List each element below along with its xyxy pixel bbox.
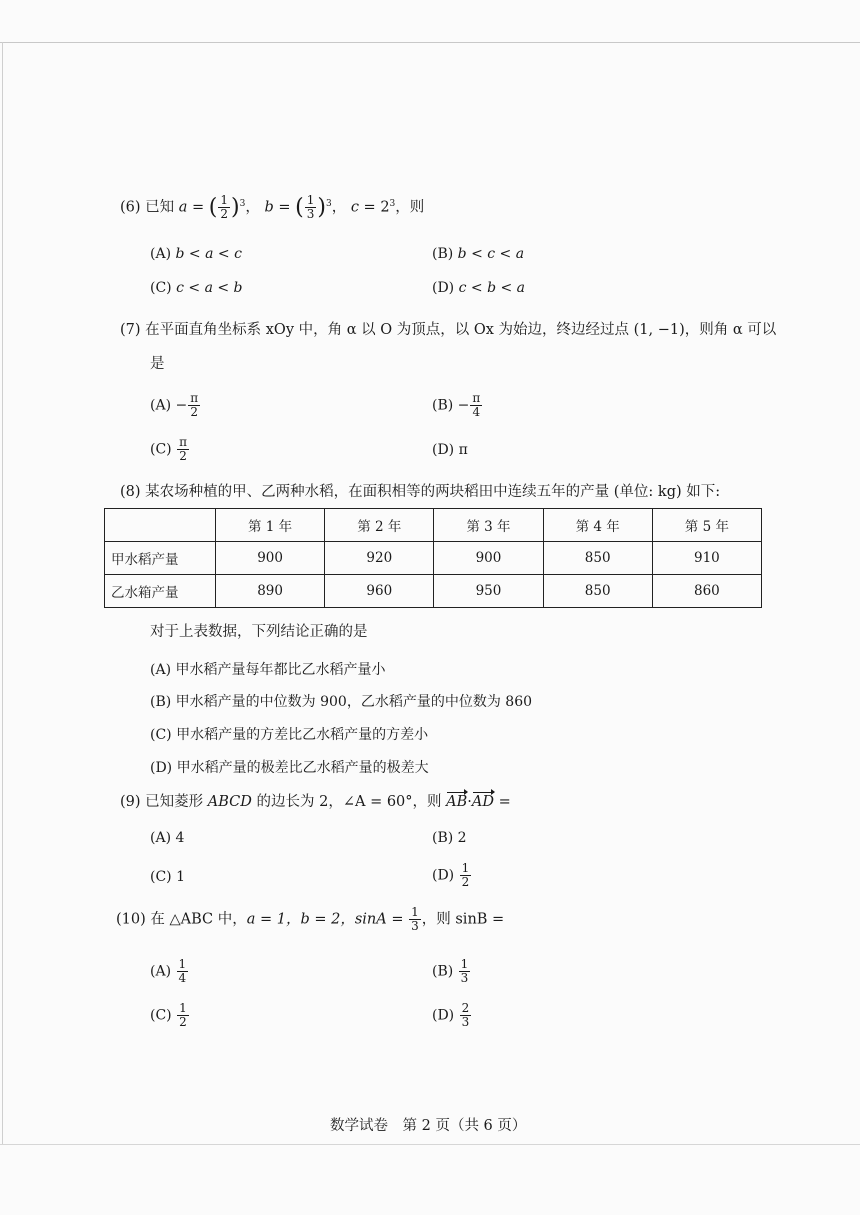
q7-option-a[interactable]: (A) − $\frac{\pi}{2}$: [150, 391, 199, 420]
q6-suffix: ，则: [395, 199, 425, 216]
yield-table: [104, 508, 762, 608]
q6-option-c[interactable]: (C) c < a < b: [150, 280, 243, 296]
table-cell: 960: [325, 575, 434, 608]
table-header-cell: 第 2 年: [325, 509, 434, 542]
q10-option-a[interactable]: (A) $\frac{1}{4}$: [150, 957, 187, 986]
table-header-cell: 第 3 年: [434, 509, 543, 542]
q6-c-base: 2: [380, 199, 390, 216]
q9-option-a[interactable]: (A) 4: [150, 830, 185, 846]
q6-c-exponent: 3: [389, 198, 396, 209]
q6-b-exponent: 3: [325, 198, 332, 209]
table-cell: 910: [652, 542, 761, 575]
q6-stem: (6) 已知 a = ( $\frac{1}{2}$ )$^3$， b = ( $\frac{1}{3}$ )$^3$， $c = 2^3$，则: [120, 193, 425, 222]
table-row: [105, 542, 762, 575]
q8-question: 对于上表数据，下列结论正确的是: [150, 624, 368, 640]
q6-a-var: a: [178, 199, 188, 216]
table-row-label: 乙水箱产量: [105, 575, 216, 608]
q9-stem: (9) 已知菱形 ABCD 的边长为 2，∠A = 60°，则 AB·AD =: [120, 794, 511, 810]
q8-option-a[interactable]: (A) 甲水稻产量每年都比乙水稻产量小: [150, 662, 386, 678]
table-header-row: [105, 509, 762, 542]
q6-option-b[interactable]: (B) b < c < a: [432, 246, 525, 262]
q6-c-var: c: [350, 199, 359, 216]
q9-option-b[interactable]: (B) 2: [432, 830, 467, 846]
table-header-cell: 第 5 年: [652, 509, 761, 542]
table-cell: 850: [543, 575, 652, 608]
vector-ad: AD: [471, 794, 494, 810]
q7-option-b[interactable]: (B) − $\frac{\pi}{4}$: [432, 391, 481, 420]
q7-stem-line2: 是: [150, 356, 165, 372]
page-footer: 数学试卷 第 2 页（共 6 页）: [330, 1118, 527, 1134]
table-cell: 860: [652, 575, 761, 608]
table-header-cell: 第 1 年: [216, 509, 325, 542]
table-cell: 850: [543, 542, 652, 575]
table-cell: 900: [434, 542, 543, 575]
table-cell: 950: [434, 575, 543, 608]
table-corner-cell: [105, 509, 216, 542]
q8-option-b[interactable]: (B) 甲水稻产量的中位数为 900，乙水稻产量的中位数为 860: [150, 694, 533, 710]
q10-stem: (10) 在 △ABC 中，a = 1，b = 2，sinA = $\frac{1}{3}$ ，则 sinB =: [116, 905, 505, 934]
q8-option-c[interactable]: (C) 甲水稻产量的方差比乙水稻产量的方差小: [150, 727, 429, 743]
page-left-edge: [2, 42, 3, 1144]
q8-option-d[interactable]: (D) 甲水稻产量的极差比乙水稻产量的极差大: [150, 760, 429, 776]
q10-option-b[interactable]: (B) $\frac{1}{3}$: [432, 957, 469, 986]
q6-option-d[interactable]: (D) c < b < a: [432, 280, 526, 296]
q6-b-var: b: [264, 199, 274, 216]
table-cell: 900: [216, 542, 325, 575]
page-bottom-edge: [0, 1144, 860, 1145]
q6-b-fraction: $\frac{1}{3}$: [306, 193, 315, 222]
q9-option-c[interactable]: (C) 1: [150, 869, 186, 885]
q6-option-a[interactable]: (A) b < a < c: [150, 246, 242, 262]
q6-a-exponent: 3: [239, 198, 246, 209]
q9-option-d[interactable]: (D) $\frac{1}{2}$: [432, 861, 470, 890]
q6-a-fraction: $\frac{1}{2}$: [220, 193, 229, 222]
vector-ab: AB: [446, 794, 468, 810]
page-top-edge: [0, 42, 860, 43]
q10-option-d[interactable]: (D) $\frac{2}{3}$: [432, 1001, 470, 1030]
table-row: [105, 575, 762, 608]
q10-fraction: $\frac{1}{3}$: [411, 905, 419, 934]
q7-stem-line1: (7) 在平面直角坐标系 xOy 中，角 α 以 O 为顶点，以 Ox 为始边，终边经过点 (1, −1)，则角 α 可以: [120, 322, 777, 338]
q7-option-d[interactable]: (D) π: [432, 442, 468, 458]
q10-option-c[interactable]: (C) $\frac{1}{2}$: [150, 1001, 187, 1030]
q7-option-c[interactable]: (C) $\frac{\pi}{2}$: [150, 435, 187, 464]
table-cell: 890: [216, 575, 325, 608]
table-cell: 920: [325, 542, 434, 575]
table-header-cell: 第 4 年: [543, 509, 652, 542]
q8-stem: (8) 某农场种植的甲、乙两种水稻，在面积相等的两块稻田中连续五年的产量 (单位: kg) 如下:: [120, 484, 721, 500]
table-row-label: 甲水稻产量: [105, 542, 216, 575]
q6-prefix: (6) 已知: [120, 199, 175, 216]
